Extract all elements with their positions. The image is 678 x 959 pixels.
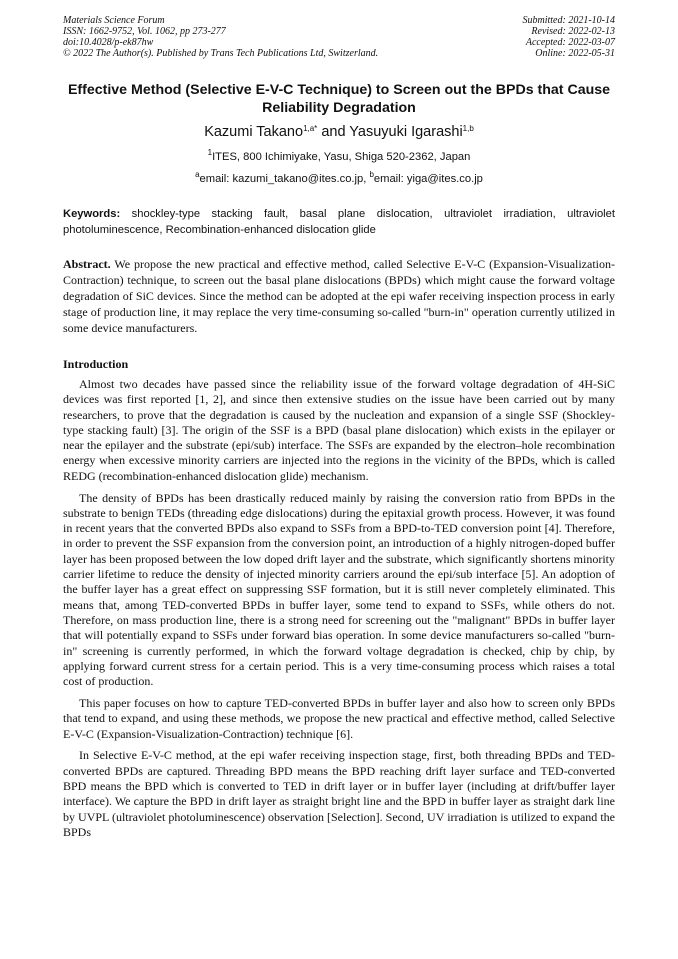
email-text: email: kazumi_takano@ites.co.jp,: [199, 173, 370, 185]
journal-doi: doi:10.4028/p-ek87hw: [63, 37, 154, 48]
affiliation-mark: 1: [207, 148, 213, 157]
revised-date: Revised: 2022-02-13: [531, 26, 615, 37]
author-emails: [63, 172, 615, 186]
email-mark: a: [195, 170, 200, 179]
online-date: Online: 2022-05-31: [535, 48, 615, 59]
journal-name: Materials Science Forum: [63, 15, 165, 26]
keywords-label: Keywords:: [63, 208, 121, 220]
paragraph: This paper focuses on how to capture TED-converted BPDs in buffer layer and also how to screen only BPDs that tend to expand, and using these methods, we propose the new practical and effective method, called Selective E-V-C (Expansion-Visualization-Contraction) technique [6].: [63, 695, 615, 741]
journal-copyright: © 2022 The Author(s). Published by Trans Tech Publications Ltd, Switzerland.: [63, 48, 379, 59]
abstract-label: Abstract.: [63, 257, 111, 271]
journal-info: [63, 15, 378, 59]
section-heading: Introduction: [63, 357, 129, 371]
author-conjunction: and: [317, 124, 350, 140]
introduction-body: [63, 377, 615, 847]
accepted-date: Accepted: 2022-03-07: [525, 37, 615, 48]
email-text: email: yiga@ites.co.jp: [373, 173, 483, 185]
author-affiliation-mark: 1,b: [462, 124, 474, 133]
affiliation: [63, 150, 615, 164]
publication-dates: [523, 15, 616, 59]
email-mark: b: [369, 170, 374, 179]
paragraph: In Selective E-V-C method, at the epi wafer receiving inspection stage, first, both threading BPDs and TED-converted BPDs are captured. Threading BPD means the BPD reaching drift layer surface and TED-converted BPD means the BPD which is converted to TED in drift layer or in buffer layer (including at drift/buffer layer interface). We capture the BPD in drift layer as straight bright line and the BPD in buffer layer as straight dark line by UVPL (ultraviolet photoluminescence) observation [Selection]. Second, UV irradiation is utilized to expand the BPDs: [63, 748, 615, 839]
paragraph: The density of BPDs has been drastically reduced mainly by raising the conversion ratio from BPDs in the substrate to benign TEDs (threading edge dislocations) during the epitaxial growth process. However, it was found in recent years that the converted BPDs also expand to SSFs from a BPD-to-TED conversion point [4]. Therefore, in order to prevent the SSF expansion from the conversion point, an introduction of a highly nitrogen-doped buffer layer has been proposed between the low doped drift layer and the substrate, which significantly shortens minority carrier lifetime to reduce the density of injected minority carriers around the epi/sub interface [5]. An adoption of the buffer layer has a great effect on suppressing SSF formation, but it is still never completely eliminated. This means that, among TED-converted BPDs in buffer layer, some tend to expand to SSFs, while others do not. Therefore, on mass production line, there is a strong need for screening out the "malignant" BPDs in buffer layer that will potentially expand to SSFs under forward bias operation. In some device manufacturers so-called "burn-in" screening is currently performed, in which the forward voltage degradation is checked, chip by chip, by applying forward current stress for a certain period. This is a very time-consuming process which raises a total cost of production.: [63, 490, 615, 689]
author-list: [63, 123, 615, 141]
keywords: [63, 206, 615, 238]
submitted-date: Submitted: 2021-10-14: [522, 15, 615, 26]
affiliation-text: ITES, 800 Ichimiyake, Yasu, Shiga 520-2362, Japan: [212, 151, 471, 163]
author-affiliation-mark: 1,a*: [303, 124, 318, 133]
author-name: Yasuyuki Igarashi: [349, 124, 463, 140]
abstract: [63, 256, 615, 336]
abstract-text: We propose the new practical and effective method, called Selective E-V-C (Expansion-Visualization- Contraction) technique, to screen out the basal plane dislocations (BPDs) which might cause the forward voltage degradation of SiC devices. Since the method can be adopted at the epi wafer receiving inspection process in early stage of production line, it may replace the very time-consuming so-called "burn-in" operation currently utilized in some device manufacturers.: [63, 257, 615, 335]
paper-title: Effective Method (Selective E-V-C Technique) to Screen out the BPDs that Cause Reliability Degradation: [67, 82, 611, 116]
author-name: Kazumi Takano: [204, 124, 304, 140]
journal-issn: ISSN: 1662-9752, Vol. 1062, pp 273-277: [63, 26, 226, 37]
paragraph: Almost two decades have passed since the reliability issue of the forward voltage degradation of 4H-SiC devices was first reported [1, 2], and since then extensive studies on the issue have been carried out by many researchers, to prove that the degradation is caused by the nucleation and expansion of a single SSF (Shockley-type stacking fault) [3]. The origin of the SSF is a BPD (basal plane dislocation) which exists in the epilayer or near the epilayer and the substrate (epi/sub) interface. The SSFs are expanded by the electron–hole recombination energy when excessive minority carriers are injected into the regions in the vicinity of the BPDs, which is called REDG (recombination-enhanced dislocation glide) mechanism.: [63, 377, 615, 483]
keywords-text: shockley-type stacking fault, basal plane dislocation, ultraviolet irradiation, ultraviolet photoluminescence, Recombination-enhanced dislocation glide: [63, 208, 615, 236]
